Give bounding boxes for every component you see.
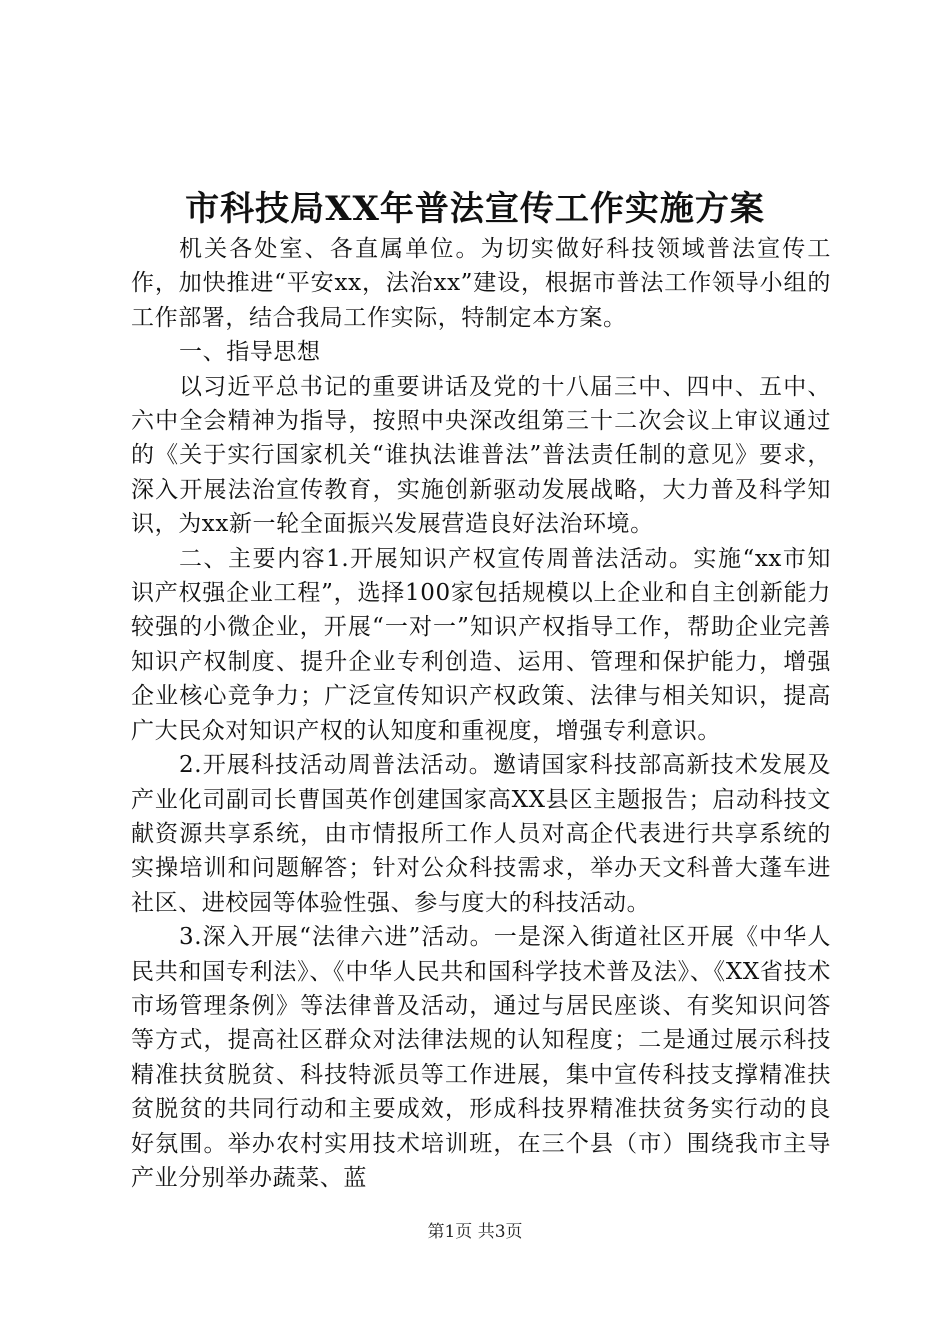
paragraph-guiding-thought: 以习近平总书记的重要讲话及党的十八届三中、四中、五中、六中全会精神为指导，按照中央深改组第三十二次会议上审议通过的《关于实行国家机关“谁执法谁普法”普法责任制的意见》要求，深入开展法治宣传教育，实施创新驱动发展战略，大力普及科学知识，为xx新一轮全面振兴发展营造良好法治环境。 [131,373,831,538]
document-body [131,232,831,1195]
paragraph-intro: 机关各处室、各直属单位。为切实做好科技领域普法宣传工作，加快推进“平安xx，法治xx”建设，根据市普法工作领导小组的工作部署，结合我局工作实际，特制定本方案。 [131,236,831,331]
section-heading-guiding-thought: 一、指导思想 [179,339,321,366]
paragraph-main-content-3: 3.深入开展“法律六进”活动。一是深入街道社区开展《中华人民共和国专利法》、《中华人民共和国科学技术普及法》、《XX省技术市场管理条例》等法律普及活动，通过与居民座谈、有奖知识问答等方式，提高社区群众对法律法规的认知程度；二是通过展示科技精准扶贫脱贫、科技特派员等工作进展，集中宣传科技支撑精准扶贫脱贫的共同行动和主要成效，形成科技界精准扶贫务实行动的良好氛围。举办农村实用技术培训班，在三个县（市）围绕我市主导产业分别举办蔬菜、蓝 [131,924,831,1191]
paragraph-main-content-2: 2.开展科技活动周普法活动。邀请国家科技部高新技术发展及产业化司副司长曹国英作创建国家高XX县区主题报告；启动科技文献资源共享系统，由市情报所工作人员对高企代表进行共享系统的实操培训和问题解答；针对公众科技需求，举办天文科普大蓬车进社区、进校园等体验性强、参与度大的科技活动。 [131,752,831,916]
document-title: 市科技局XX年普法宣传工作实施方案 [185,189,765,229]
paragraph-main-content-1: 二、主要内容1.开展知识产权宣传周普法活动。实施“xx市知识产权强企业工程”，选择100家包括规模以上企业和自主创新能力较强的小微企业，开展“一对一”知识产权指导工作，帮助企业完善知识产权制度、提升企业专利创造、运用、管理和保护能力，增强企业核心竞争力；广泛宣传知识产权政策、法律与相关知识，提高广大民众对知识产权的认知度和重视度，增强专利意识。 [131,545,831,744]
page-footer: 第1页 共3页 [427,1222,523,1242]
